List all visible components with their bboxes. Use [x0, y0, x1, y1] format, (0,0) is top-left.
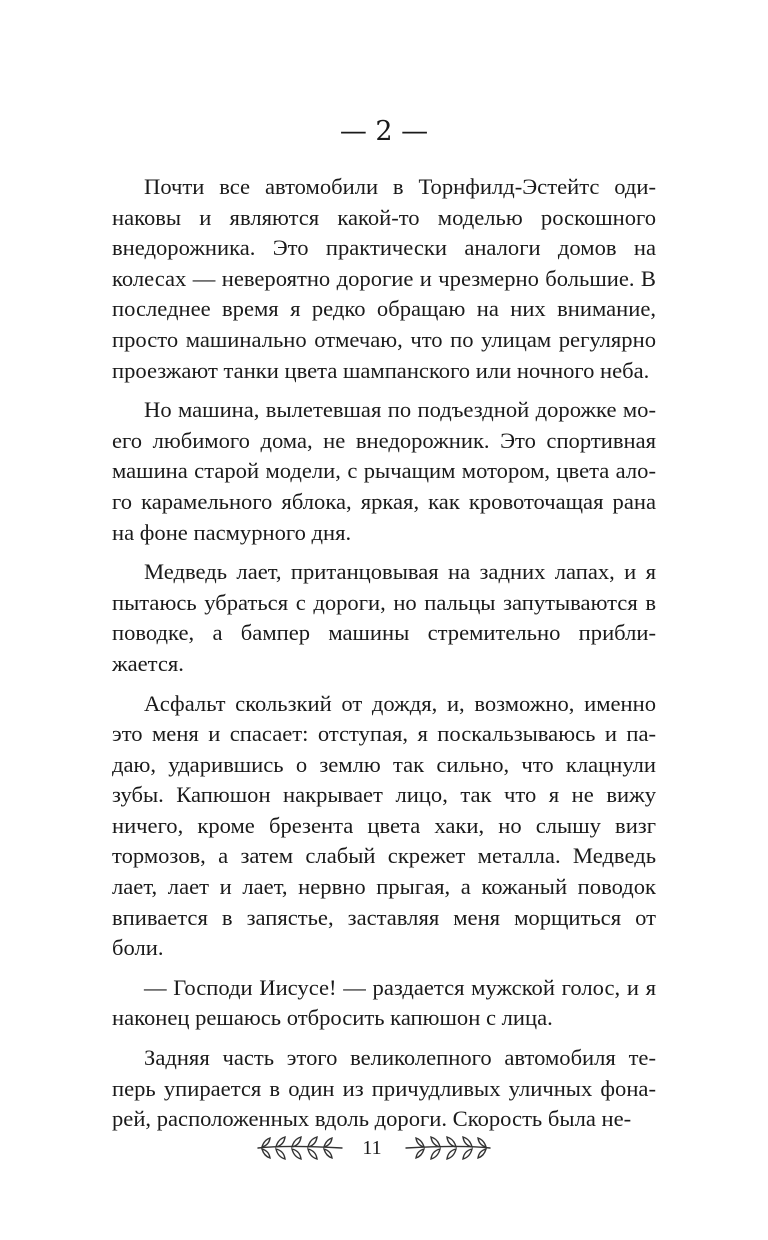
paragraph: — Господи Иисусе! — раздается мужской голос, и я наконец решаюсь отбросить капюшон с лица. [112, 974, 656, 1031]
paragraph: Задняя часть этого великолепного автомобиля теперь упирается в один из причудливых уличных фонарей, расположенных вдоль дороги. Скорость была не- [112, 1045, 656, 1132]
paragraph: Но машина, вылетевшая по подъездной дорожке моего любимого дома, не внедорожник. Это спортивная машина старой модели, с рычащим мотором, цвета алого карамельного яблока, яркая, как кровоточащая рана на фоне пасмурного дня. [112, 397, 656, 545]
page-footer [0, 1130, 768, 1164]
paragraph: Почти все автомобили в Торнфилд-Эстейтс одинаковы и являются какой-то моделью роскошного внедорожника. Это практически аналоги домов на колесах — невероятно дорогие и чрезмерно большие. В последнее время я редко обращаю на них внимание, просто машинально отмечаю, что по улицам регулярно проезжают танки цвета шампанского или ночного неба. [112, 174, 656, 383]
leaf-branch-icon [404, 1130, 492, 1164]
paragraph: Асфальт скользкий от дождя, и, возможно, именно это меня и спасает: отступая, я поскальзываюсь и падаю, ударившись о землю так сильно, что клацнули зубы. Капюшон накрывает лицо, так что я не вижу ничего, кроме брезента цвета хаки, но слышу визг тормозов, а затем слабый скрежет металла. Медведь лает, лает и лает, нервно прыгая, а кожаный поводок впивается в запястье, заставляя меня морщиться от боли. [112, 690, 656, 961]
leaf-branch-icon [256, 1130, 344, 1164]
body-text [112, 172, 656, 1144]
page-number: 11 [362, 1137, 382, 1159]
chapter-number: — 2 — [339, 116, 429, 147]
paragraph: Медведь лает, пританцовывая на задних лапах, и я пытаюсь убраться с дороги, но пальцы запутываются в поводке, а бампер машины стремительно приближается. [112, 559, 656, 676]
